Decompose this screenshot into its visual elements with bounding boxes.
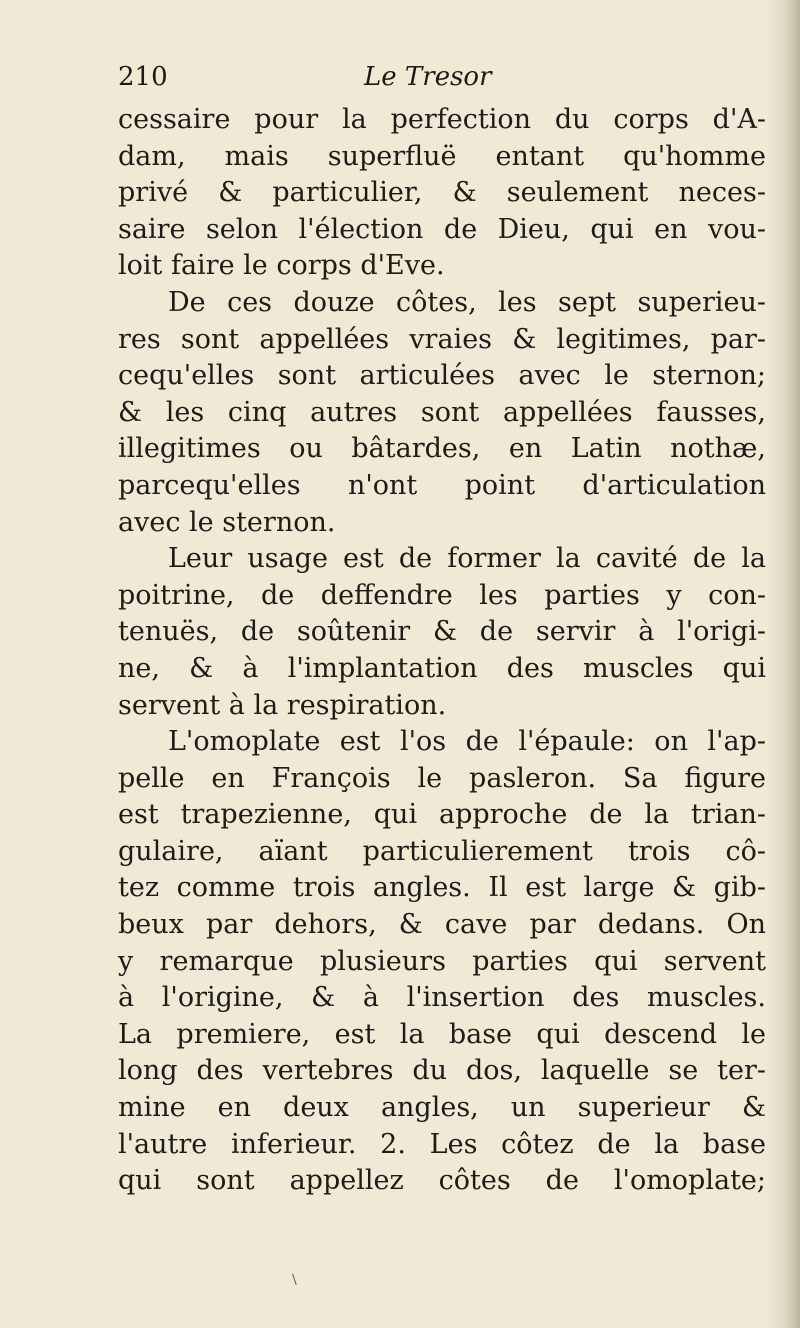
text-line: avec le sternon. bbox=[118, 506, 336, 538]
body-text bbox=[118, 102, 766, 1200]
text-line: long des vertebres du dos, laquelle se ter- bbox=[118, 1055, 766, 1087]
text-line: La premiere, est la base qui descend le bbox=[118, 1018, 766, 1050]
text-line: De ces douze côtes, les sept superieu- bbox=[168, 286, 766, 318]
text-line: ne, & à l'implantation des muscles qui bbox=[118, 652, 766, 684]
text-line: est trapezienne, qui approche de la trian- bbox=[118, 799, 766, 831]
ink-speck: \ bbox=[292, 1272, 297, 1288]
text-line: qui sont appellez côtes de l'omoplate; bbox=[118, 1165, 766, 1197]
text-line: l'autre inferieur. 2. Les côtez de la base bbox=[118, 1128, 766, 1160]
running-title: Le Tresor bbox=[364, 62, 492, 92]
text-line: privé & particulier, & seulement neces- bbox=[118, 177, 766, 209]
text-line: illegitimes ou bâtardes, en Latin nothæ, bbox=[118, 433, 766, 465]
text-line: dam, mais superfluë entant qu'homme bbox=[118, 140, 766, 172]
text-line: L'omoplate est l'os de l'épaule: on l'ap- bbox=[168, 726, 766, 758]
text-line: à l'origine, & à l'insertion des muscles. bbox=[118, 982, 766, 1014]
text-line: cequ'elles sont articulées avec le sternon; bbox=[118, 360, 766, 392]
text-line: cessaire pour la perfection du corps d'A- bbox=[118, 104, 766, 135]
text-line: parcequ'elles n'ont point d'articulation bbox=[118, 469, 766, 501]
text-line: & les cinq autres sont appellées fausses, bbox=[118, 396, 766, 428]
page-gutter-shadow bbox=[766, 0, 800, 1328]
text-line: saire selon l'élection de Dieu, qui en vou- bbox=[118, 213, 766, 245]
text-line: tez comme trois angles. Il est large & gib- bbox=[118, 872, 766, 904]
text-line: pelle en François le pasleron. Sa figure bbox=[118, 762, 766, 794]
text-line: tenuës, de soûtenir & de servir à l'origi- bbox=[118, 616, 766, 648]
text-line: y remarque plusieurs parties qui servent bbox=[118, 945, 766, 977]
text-line: beux par dehors, & cave par dedans. On bbox=[118, 909, 766, 941]
text-line: gulaire, aïant particulierement trois cô- bbox=[118, 835, 766, 867]
text-line: res sont appellées vraies & legitimes, par- bbox=[118, 323, 766, 355]
page-number: 210 bbox=[118, 62, 168, 92]
text-line: poitrine, de deffendre les parties y con- bbox=[118, 579, 766, 611]
text-line: loit faire le corps d'Eve. bbox=[118, 250, 445, 282]
text-line: Leur usage est de former la cavité de la bbox=[168, 543, 766, 575]
text-line: servent à la respiration. bbox=[118, 689, 447, 721]
text-line: mine en deux angles, un superieur & bbox=[118, 1092, 766, 1124]
page-header bbox=[112, 62, 752, 102]
